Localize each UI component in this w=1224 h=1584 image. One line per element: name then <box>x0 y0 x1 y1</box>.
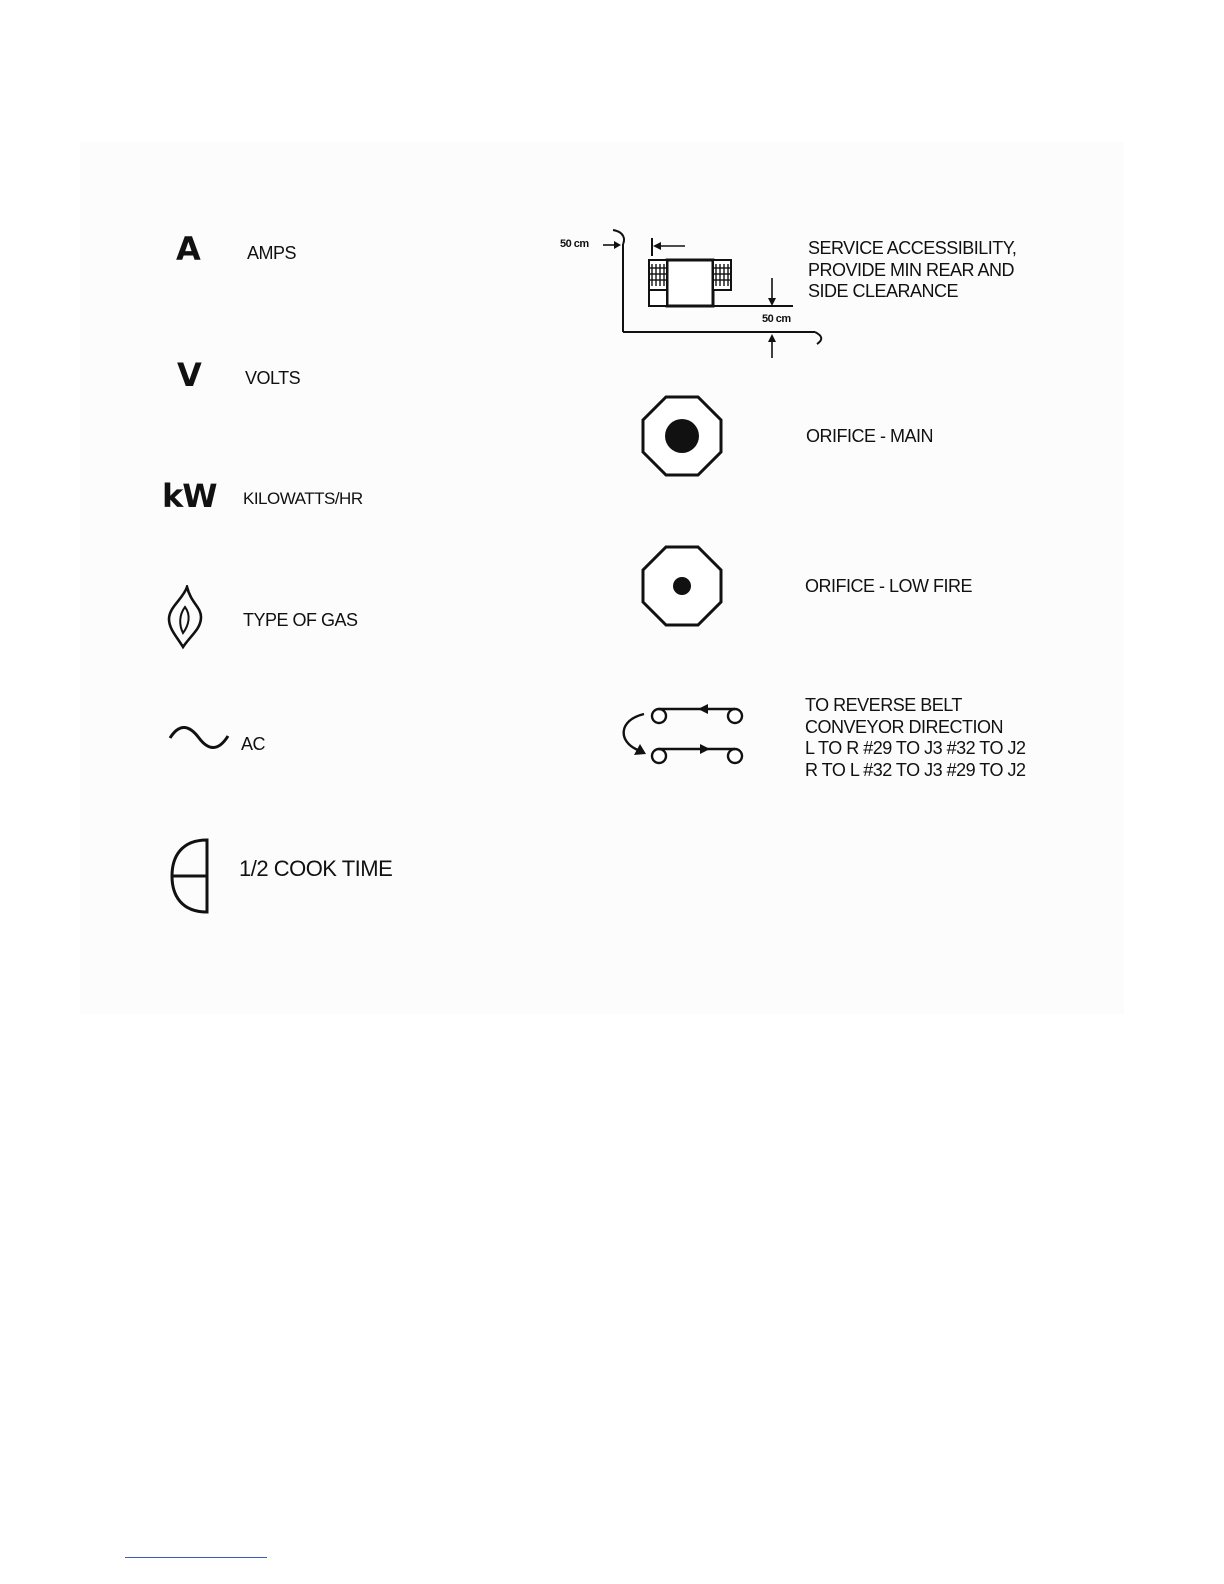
service-line-1: SERVICE ACCESSIBILITY, <box>808 238 1017 258</box>
reverse-belt-icon <box>614 698 748 770</box>
orifice-low-fire-label: ORIFICE - LOW FIRE <box>805 576 973 596</box>
orifice-low-fire-icon <box>640 544 724 628</box>
kilowatts-symbol: kW <box>162 477 217 515</box>
amps-label: AMPS <box>247 243 297 263</box>
reverse-belt-text <box>805 695 1025 781</box>
clearance-dim-right: 50 cm <box>762 313 791 325</box>
service-line-2: PROVIDE MIN REAR AND <box>808 259 1015 280</box>
orifice-main-icon <box>640 394 724 478</box>
clearance-diagram-icon <box>595 226 830 362</box>
clearance-dim-top: 50 cm <box>560 238 589 250</box>
amps-symbol: A <box>176 230 201 268</box>
orifice-main-label: ORIFICE - MAIN <box>806 426 933 446</box>
gas-label: TYPE OF GAS <box>243 610 358 630</box>
sine-wave-icon <box>168 724 230 752</box>
ac-label: AC <box>241 734 266 754</box>
reverse-belt-line-2: CONVEYOR DIRECTION <box>805 716 1004 737</box>
reverse-belt-line-3: L TO R #29 TO J3 #32 TO J2 <box>805 738 1026 758</box>
reverse-belt-line-1: TO REVERSE BELT <box>805 695 962 715</box>
service-accessibility-text <box>808 238 1016 303</box>
flame-icon <box>165 585 205 651</box>
footnote-rule <box>125 1557 267 1558</box>
kilowatts-label: KILOWATTS/HR <box>243 489 363 508</box>
service-line-3: SIDE CLEARANCE <box>808 281 959 301</box>
volts-symbol: V <box>177 356 202 394</box>
cook-time-label: 1/2 COOK TIME <box>239 856 393 881</box>
reverse-belt-line-4: R TO L #32 TO J3 #29 TO J2 <box>805 759 1026 780</box>
volts-label: VOLTS <box>245 368 301 388</box>
half-timer-icon <box>168 836 212 916</box>
